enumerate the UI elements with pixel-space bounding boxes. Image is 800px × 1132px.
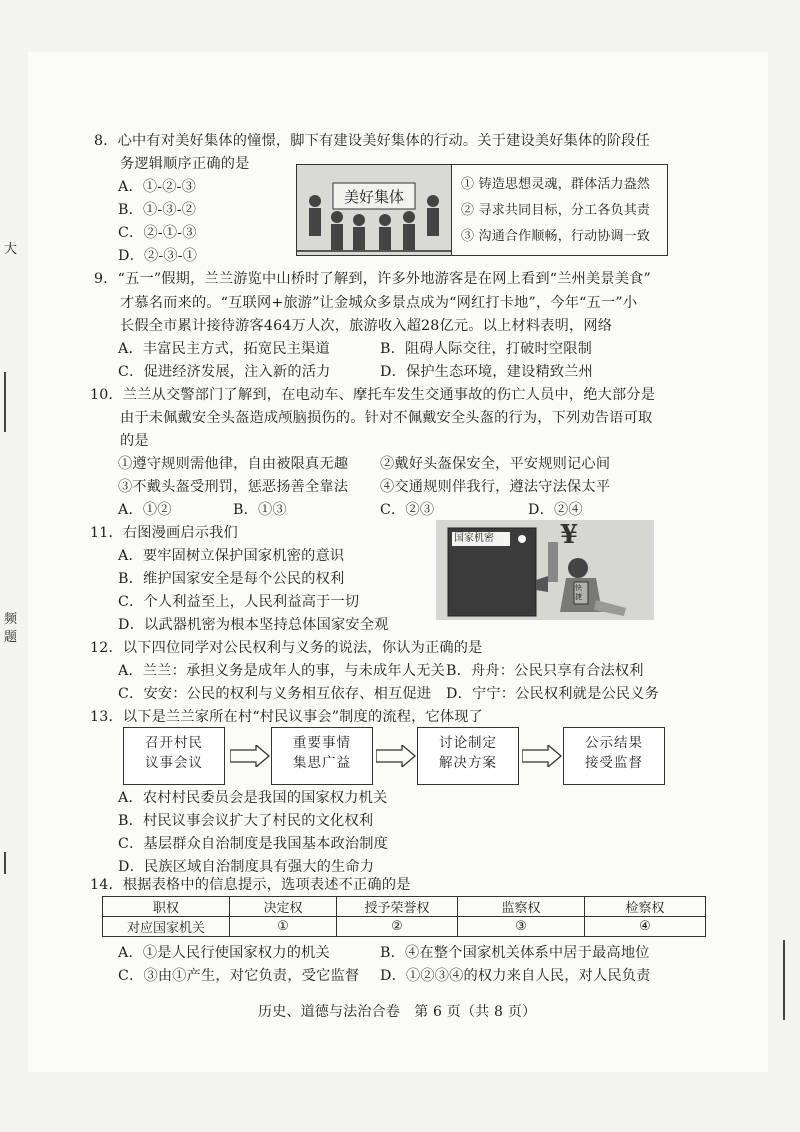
margin-mark: 大	[4, 242, 18, 257]
flow-arrow-icon	[230, 745, 270, 767]
q13-option-d[interactable]: D．民族区域自治制度具有强大的生命力	[118, 859, 375, 875]
q10-option-d[interactable]: D．②④	[528, 502, 583, 518]
people-carrying-sign-illustration	[297, 165, 451, 255]
figure-item-1: ① 铸造思想灵魂，群体活力盎然	[461, 177, 651, 192]
q8-option-b[interactable]: B．①-③-②	[118, 202, 197, 218]
flow-step-text: 议事会议	[145, 755, 203, 771]
table-row	[103, 917, 706, 937]
cartoon-label: 国家机密	[454, 533, 494, 544]
q10-option-a[interactable]: A．①②	[118, 502, 172, 518]
q12-option-c[interactable]: C．安安：公民的权利与义务相互依存、相互促进	[118, 686, 432, 702]
q10-option-b[interactable]: B．①③	[233, 502, 287, 518]
q11-option-a[interactable]: A．要牢固树立保护国家机密的意识	[118, 548, 345, 564]
flow-arrow-icon	[376, 745, 416, 767]
margin-mark: 频	[4, 612, 18, 627]
q11-option-c[interactable]: C．个人利益至上，人民利益高于一切	[118, 594, 360, 610]
q8-option-c[interactable]: C．②-①-③	[118, 225, 197, 241]
q10-slogan-4: ④交通规则伴我行，遵法守法保太平	[380, 479, 611, 495]
flow-step-1	[123, 727, 225, 785]
q14-option-b[interactable]: B．④在整个国家机关体系中居于最高地位	[380, 945, 650, 961]
flow-step-text: 解决方案	[439, 755, 497, 771]
q14-option-d[interactable]: D．①②③④的权力来自人民，对人民负责	[380, 968, 651, 984]
question-14-stem: 14．根据表格中的信息提示，选项表述不正确的是	[90, 877, 411, 893]
table-cell: ②	[337, 917, 458, 937]
q10-slogan-1: ①遵守规则需他律，自由被限真无趣	[118, 456, 349, 472]
table-cell: ④	[585, 917, 706, 937]
cartoon-card-text: 快捷	[575, 584, 582, 601]
q10-option-c[interactable]: C．②③	[380, 502, 435, 518]
q9-option-c[interactable]: C．促进经济发展，注入新的活力	[118, 364, 331, 380]
flow-step-text: 接受监督	[585, 755, 643, 771]
flow-step-text: 集思广益	[293, 755, 351, 771]
table-cell: 检察权	[585, 897, 706, 917]
table-cell: ①	[230, 917, 337, 937]
table-cell: 监察权	[458, 897, 585, 917]
q10-slogan-3: ③不戴头盔受刑罚，惩恶扬善全靠法	[118, 479, 349, 495]
flow-step-text: 公示结果	[585, 735, 643, 751]
table-cell: 对应国家机关	[103, 917, 230, 937]
q11-cartoon	[436, 520, 654, 620]
table-cell: 授予荣誉权	[337, 897, 458, 917]
q13-option-c[interactable]: C．基层群众自治制度是我国基本政治制度	[118, 836, 389, 852]
flow-step-4	[563, 727, 665, 785]
q8-figure	[296, 164, 668, 256]
flow-step-text: 重要事情	[293, 735, 351, 751]
flow-arrow-icon	[522, 745, 562, 767]
binding-line	[4, 372, 6, 432]
q8-option-d[interactable]: D．②-③-①	[118, 248, 198, 264]
q12-option-b[interactable]: B．舟舟：公民只享有合法权利	[446, 663, 644, 679]
q11-option-b[interactable]: B．维护国家安全是每个公民的权利	[118, 571, 345, 587]
q14-option-c[interactable]: C．③由①产生，对它负责，受它监督	[118, 968, 360, 984]
q14-option-a[interactable]: A．①是人民行使国家权力的机关	[118, 945, 330, 961]
q9-option-a[interactable]: A．丰富民主方式，拓宽民主渠道	[118, 341, 330, 357]
figure-item-2: ② 寻求共同目标，分工各负其责	[461, 203, 651, 218]
table-cell: ③	[458, 917, 585, 937]
question-12-stem: 12．以下四位同学对公民权利与义务的说法，你认为正确的是	[90, 640, 483, 656]
q13-option-a[interactable]: A．农村村民委员会是我国的国家权力机关	[118, 790, 388, 806]
table-cell: 职权	[103, 897, 230, 917]
q11-option-d[interactable]: D．以武器机密为根本坚持总体国家安全观	[118, 617, 389, 633]
question-8-stem-cont: 务逻辑顺序正确的是	[120, 156, 250, 172]
figure-sign-text: 美好集体	[343, 188, 404, 206]
q9-option-d[interactable]: D．保护生态环境，建设精致兰州	[380, 364, 594, 380]
q12-option-d[interactable]: D．宁宁：公民权利就是公民义务	[446, 686, 660, 702]
flow-step-2	[271, 727, 373, 785]
question-11-stem: 11．右图漫画启示我们	[90, 525, 238, 541]
question-9-stem: 才慕名而来的。“互联网+旅游”让金城众多景点成为“网红打卡地”，今年“五一”小	[120, 295, 638, 311]
question-9-stem: 长假全市累计接待游客464万人次，旅游收入超28亿元。以上材料表明，网络	[120, 318, 613, 334]
question-13-stem: 13．以下是兰兰家所在村“村民议事会”制度的流程，它体现了	[90, 709, 484, 725]
flow-step-3	[417, 727, 519, 785]
figure-item-3: ③ 沟通合作顺畅，行动协调一致	[461, 229, 651, 244]
question-10-stem: 的是	[120, 433, 149, 449]
q13-option-b[interactable]: B．村民议事会议扩大了村民的文化权利	[118, 813, 374, 829]
yen-symbol-icon: ¥	[560, 520, 579, 550]
q8-option-a[interactable]: A．①-②-③	[118, 179, 196, 195]
rights-table	[102, 896, 706, 937]
table-row	[103, 897, 706, 917]
flow-step-text: 召开村民	[145, 735, 203, 751]
question-9-stem: 9．“五一”假期，兰兰游览中山桥时了解到，许多外地游客是在网上看到“兰州美景美食”	[94, 271, 651, 287]
q10-slogan-2: ②戴好头盔保安全，平安规则记心间	[380, 456, 611, 472]
binding-line	[783, 940, 785, 1020]
margin-mark: 题	[4, 630, 18, 645]
page-footer: 历史、道德与法治合卷 第 6 页（共 8 页）	[258, 1004, 537, 1020]
q12-option-a[interactable]: A．兰兰：承担义务是成年人的事，与未成年人无关	[118, 663, 445, 679]
table-cell: 决定权	[230, 897, 337, 917]
question-10-stem: 10．兰兰从交警部门了解到，在电动车、摩托车发生交通事故的伤亡人员中，绝大部分是	[90, 387, 656, 403]
q9-option-b[interactable]: B．阻碍人际交往，打破时空限制	[380, 341, 593, 357]
question-8-stem: 8．心中有对美好集体的憧憬，脚下有建设美好集体的行动。关于建设美好集体的阶段任	[94, 133, 650, 149]
flow-step-text: 讨论制定	[439, 735, 497, 751]
binding-line	[4, 852, 6, 874]
question-10-stem: 由于未佩戴安全头盔造成颅脑损伤的。针对不佩戴安全头盔的行为，下列劝告语可取	[120, 410, 653, 426]
